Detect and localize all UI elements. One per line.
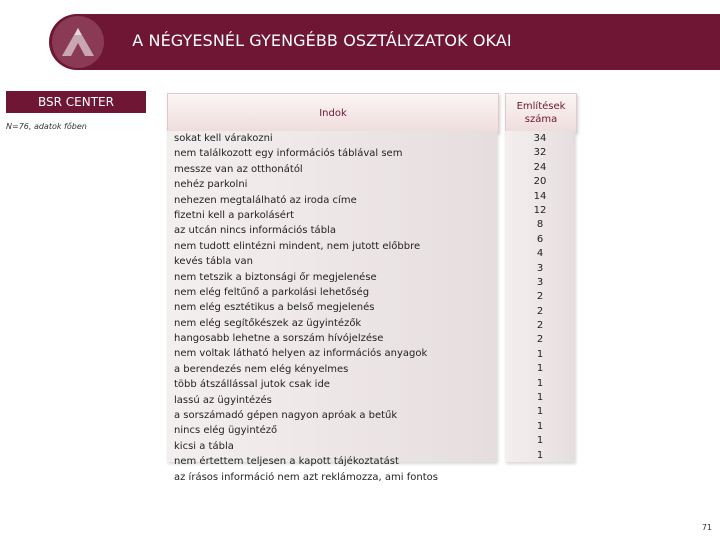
count-cell: 4	[536, 248, 544, 260]
reason-row: messze van az otthonától	[174, 163, 303, 175]
reason-row: kicsi a tábla	[174, 440, 234, 452]
reason-row: nem értettem teljesen a kapott tájékoztatást	[174, 456, 399, 468]
reason-row: több átszállással jutok csak ide	[174, 379, 330, 391]
count-cell: 3	[536, 262, 544, 274]
reason-row: lassú az ügyintézés	[174, 394, 272, 406]
reason-row: nem elég feltűnő a parkolási lehetőség	[174, 286, 370, 298]
count-cell: 2	[536, 320, 544, 332]
reason-row: nem elég esztétikus a belső megjelenés	[174, 302, 375, 314]
count-cell: 1	[536, 377, 544, 389]
reason-row: nem elég segítőkészek az ügyintézők	[174, 317, 362, 329]
page-number: 71	[701, 523, 712, 532]
reason-row: nehezen megtalálható az iroda címe	[174, 194, 357, 206]
reason-row: sokat kell várakozni	[174, 133, 273, 144]
reason-row: hangosabb lehetne a sorszám hívójelzése	[174, 333, 384, 345]
count-cell: 32	[533, 147, 547, 159]
reason-row: a berendezés nem elég kényelmes	[174, 363, 349, 375]
count-cell: 3	[536, 276, 544, 288]
column-header-count	[505, 93, 577, 133]
count-cell: 1	[536, 406, 544, 418]
column-header-count-line1: Említések	[516, 101, 566, 112]
reason-row: az írásos információ nem azt reklámozza, ami fontos	[174, 471, 438, 483]
column-header-reason: Indok	[167, 93, 499, 133]
count-cell: 1	[536, 420, 544, 432]
reason-row: a sorszámadó gépen nagyon apróak a betűk	[174, 410, 398, 422]
reason-row: nehéz parkolni	[174, 179, 248, 191]
reason-row: kevés tábla van	[174, 256, 253, 268]
count-cell: 2	[536, 291, 544, 303]
count-cell: 1	[536, 392, 544, 404]
count-cell: 6	[536, 233, 544, 245]
count-list	[505, 132, 575, 463]
reason-row: nem találkozott egy információs táblával sem	[174, 148, 403, 160]
reason-row: fizetni kell a parkolásért	[174, 209, 294, 221]
column-header-count-line2: száma	[524, 114, 558, 125]
page-title: A NÉGYESNÉL GYENGÉBB OSZTÁLYZATOK OKAI	[132, 31, 512, 50]
count-cell: 8	[536, 219, 544, 231]
count-cell: 20	[533, 176, 547, 188]
reason-row: nem tudott elintézni mindent, nem jutott előbbre	[174, 240, 421, 252]
count-cell: 1	[536, 363, 544, 375]
reason-row: nem voltak látható helyen az információs anyagok	[174, 348, 428, 360]
reason-list	[174, 132, 494, 486]
count-cell: 34	[533, 133, 547, 144]
count-cell: 2	[536, 334, 544, 346]
count-cell: 14	[533, 190, 547, 202]
count-cell: 1	[536, 449, 544, 461]
reason-row: nem tetszik a biztonsági őr megjelenése	[174, 271, 377, 283]
count-cell: 24	[533, 161, 547, 173]
count-cell: 1	[536, 348, 544, 360]
brand-label: BSR CENTER	[6, 91, 146, 113]
count-cell: 2	[536, 305, 544, 317]
sample-note: N=76, adatok főben	[6, 122, 87, 131]
reason-row: nincs elég ügyintéző	[174, 425, 278, 437]
reason-row: az utcán nincs információs tábla	[174, 225, 336, 237]
count-cell: 12	[533, 204, 547, 216]
count-cell: 1	[536, 435, 544, 447]
